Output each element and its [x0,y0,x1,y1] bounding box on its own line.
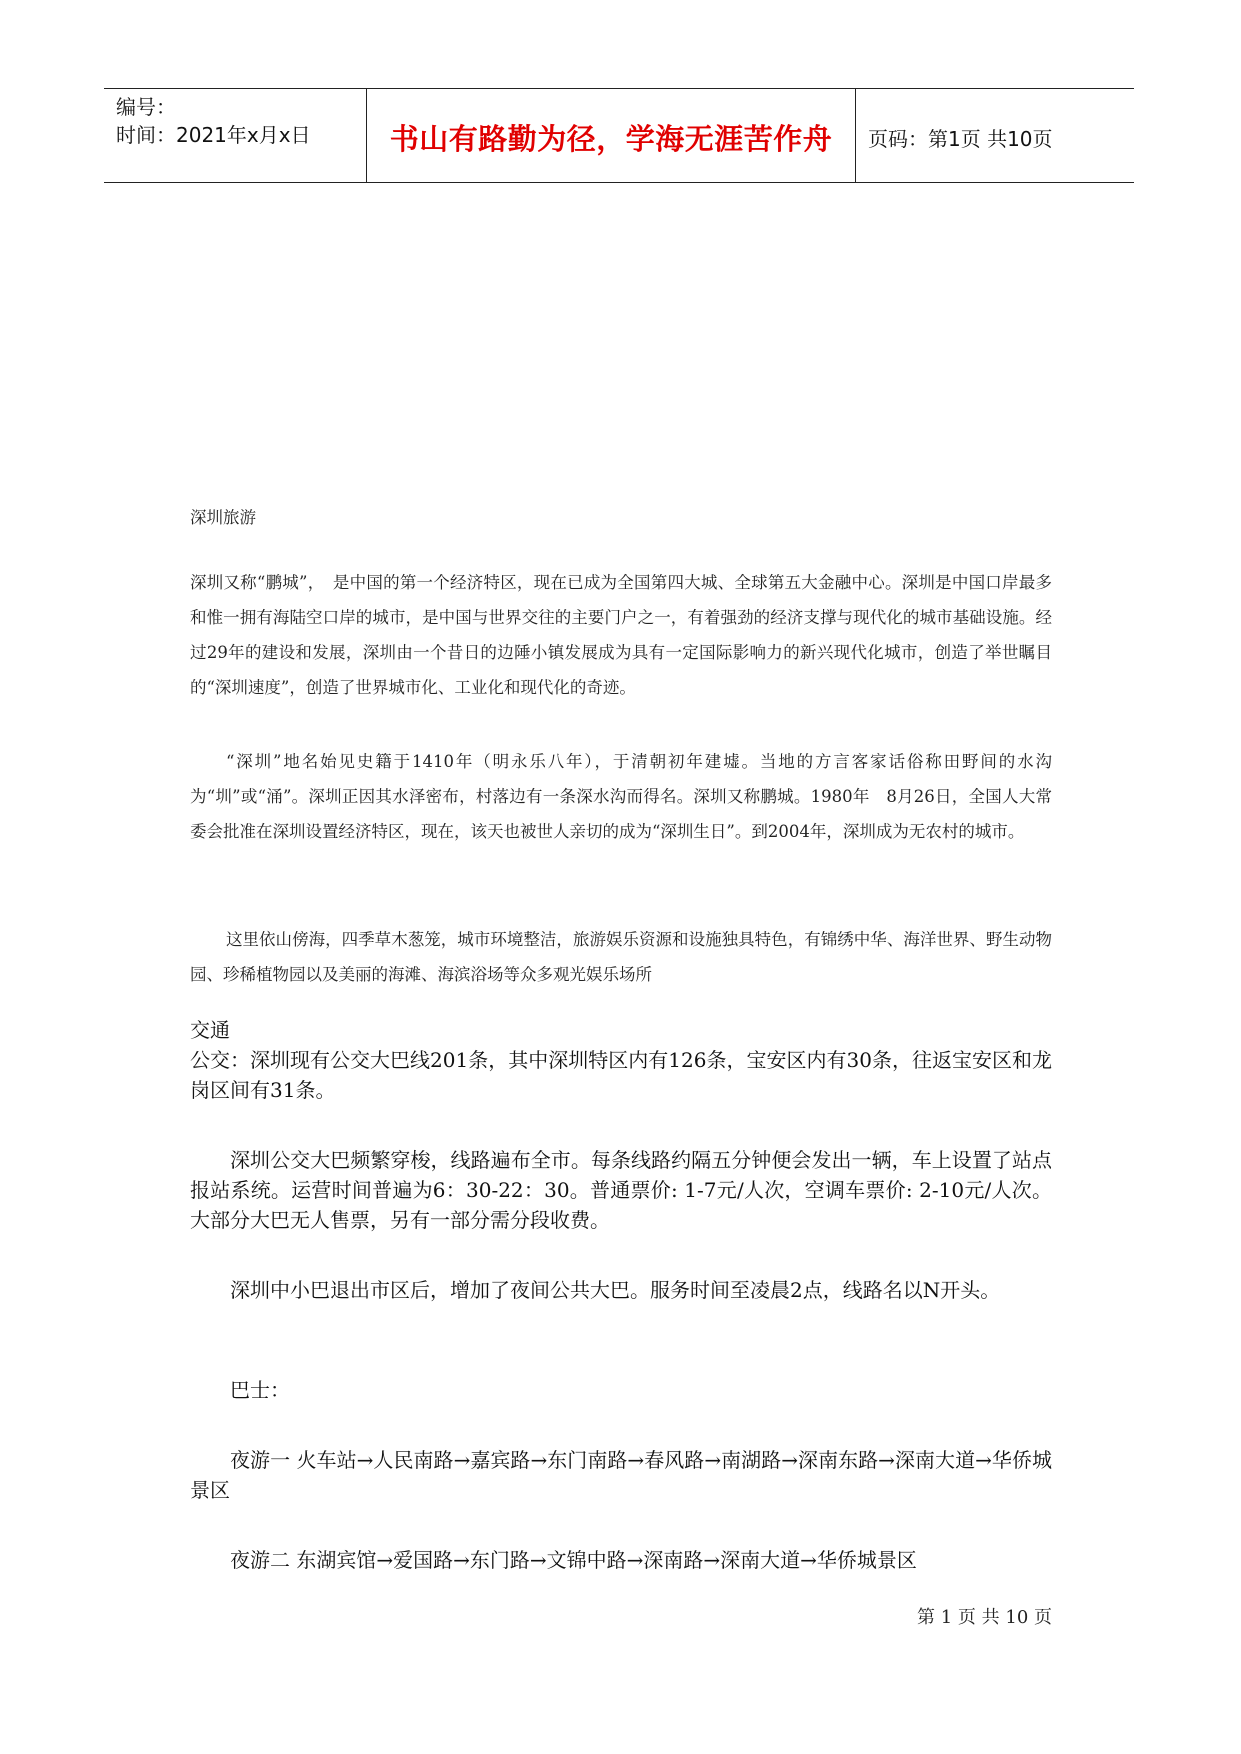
night-tour-two: 夜游二 东湖宾馆→爱国路→东门路→文锦中路→深南路→深南大道→华侨城景区 [230,1548,917,1572]
bus-label: 巴士： [230,1378,290,1402]
night-tour-one: 夜游一 火车站→人民南路→嘉宾路→东门南路→春风路→南湖路→深南东路→深南大道→华侨城景区 [190,1448,1052,1502]
page-footer: 第 1 页 共 10 页 [917,1607,1052,1628]
header-center-cell [366,89,856,182]
motto: 书山有路勤为径，学海无涯苦作舟 [389,122,833,156]
paragraph-bus-detail: 深圳公交大巴频繁穿梭，线路遍布全市。每条线路约隔五分钟便会发出一辆，车上设置了站点报站系统。运营时间普遍为6：30-22：30。普通票价: 1-7元/人次，空调车票价: 2-10元/人次。大部分大巴无人售票，另有一部分需分段收费。 [190,1148,1052,1232]
paragraph-scenery: 这里依山傍海，四季草木葱笼，城市环境整洁，旅游娱乐资源和设施独具特色，有锦绣中华、海洋世界、野生动物园、珍稀植物园以及美丽的海滩、海滨浴场等众多观光娱乐场所 [190,930,1052,984]
document-title: 深圳旅游 [190,508,256,527]
paragraph-history: “深圳”地名始见史籍于1410年（明永乐八年），于清朝初年建墟。当地的方言客家话俗称田野间的水沟为“圳”或“涌”。深圳正因其水泽密布，村落边有一条深水沟而得名。深圳又称鹏城。1980年 8月26日，全国人大常委会批准在深圳设置经济特区，现在，该天也被世人亲切的成为“深圳生日”。到2004年，深圳成为无农村的城市。 [190,752,1052,841]
traffic-heading: 交通 [190,1018,230,1042]
header-right-cell [856,89,1134,182]
paragraph-intro: 深圳又称“鹏城”， 是中国的第一个经济特区，现在已成为全国第四大城、全球第五大金融中心。深圳是中国口岸最多和惟一拥有海陆空口岸的城市，是中国与世界交往的主要门户之一，有着强劲的经济支撑与现代化的城市基础设施。经过29年的建设和发展，深圳由一个昔日的边陲小镇发展成为具有一定国际影响力的新兴现代化城市，创造了举世瞩目的“深圳速度”，创造了世界城市化、工业化和现代化的奇迹。 [190,573,1052,697]
header-table [104,88,1134,183]
paragraph-bus-intro: 公交：深圳现有公交大巴线201条，其中深圳特区内有126条，宝安区内有30条，往返宝安区和龙岗区间有31条。 [190,1048,1052,1102]
time-label: 时间：2021年x月x日 [116,123,311,147]
paragraph-night-bus: 深圳中小巴退出市区后，增加了夜间公共大巴。服务时间至凌晨2点，线路名以N开头。 [230,1278,1001,1302]
header-left-cell [104,89,366,182]
number-label: 编号： [116,95,176,119]
header-page-label: 页码：第1页 共10页 [868,127,1053,151]
